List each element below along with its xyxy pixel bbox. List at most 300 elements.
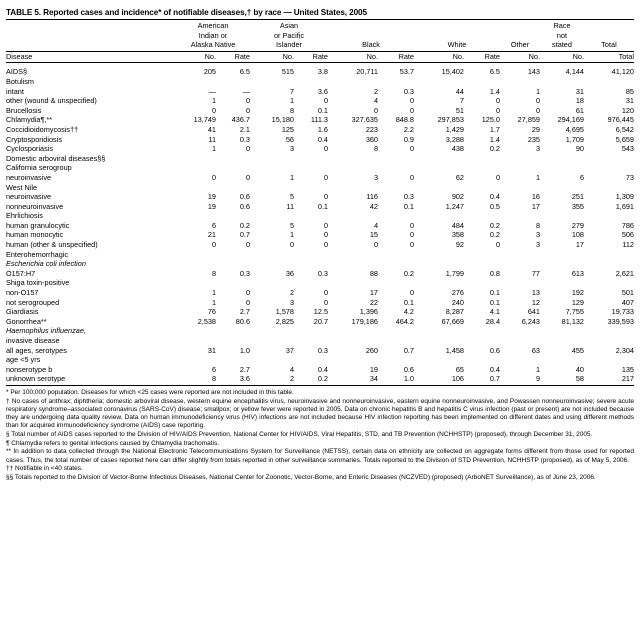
data-cell: 438 xyxy=(451,144,464,154)
data-cell: 2,538 xyxy=(197,316,216,326)
data-cell: 0.8 xyxy=(489,268,500,278)
data-cell: 9 xyxy=(535,374,540,384)
data-cell: 3.6 xyxy=(239,374,250,384)
data-cell xyxy=(540,77,584,87)
data-cell xyxy=(414,77,464,87)
data-cell: 2 xyxy=(289,288,294,298)
data-cell: 0.1 xyxy=(403,297,414,307)
footnote: ** In addition to data collected through the National Electronic Telecommunications System for Surveillance (NETSS), certain data on ethnicity are collected on aggregate forms different from those used for reported cases. Thus, the total number of cases reported here can differ slightly from totals reported in other surveillance summaries. Totals reported to the Division of STD Prevention, NCHHSTP (proposed), as of May 5, 2006. xyxy=(6,448,634,464)
data-cell xyxy=(464,211,500,221)
data-cell: 484 xyxy=(451,220,464,230)
group-header-total: Total xyxy=(601,40,617,50)
data-cell xyxy=(294,336,328,346)
data-cell: 1,709 xyxy=(565,134,584,144)
data-cell: 42 xyxy=(369,201,378,211)
data-cell xyxy=(176,183,216,193)
data-cell: 1 xyxy=(535,86,540,96)
data-cell xyxy=(500,326,540,336)
data-cell xyxy=(328,183,378,193)
data-cell xyxy=(176,326,216,336)
data-cell: 2 xyxy=(373,86,378,96)
data-cell xyxy=(216,163,250,173)
data-cell xyxy=(584,250,634,260)
data-cell xyxy=(216,278,250,288)
table-row xyxy=(6,298,634,308)
data-cell: 0 xyxy=(323,288,328,298)
data-cell: 41 xyxy=(207,124,216,134)
footnotes xyxy=(6,389,634,482)
data-cell xyxy=(216,77,250,87)
data-cell: 7,755 xyxy=(565,307,584,317)
data-cell xyxy=(414,163,464,173)
data-cell: 31 xyxy=(575,86,584,96)
data-cell xyxy=(500,154,540,164)
data-cell xyxy=(378,250,414,260)
data-cell: 8 xyxy=(211,268,216,278)
data-cell: 19 xyxy=(207,201,216,211)
table-row xyxy=(6,163,634,173)
data-cell: 0 xyxy=(535,105,540,115)
data-cell: 92 xyxy=(455,240,464,250)
data-cell: 1.4 xyxy=(489,86,500,96)
data-cell xyxy=(328,250,378,260)
data-cell xyxy=(464,77,500,87)
data-cell xyxy=(500,77,540,87)
data-cell: 4,144 xyxy=(565,67,584,77)
data-cell: 0 xyxy=(211,240,216,250)
data-cell: 0 xyxy=(409,230,414,240)
group-header-black: Black xyxy=(362,40,380,50)
data-cell: 8,287 xyxy=(445,307,464,317)
data-cell: 4,695 xyxy=(565,124,584,134)
data-cell xyxy=(176,259,216,269)
data-cell xyxy=(464,278,500,288)
data-cell: 0.3 xyxy=(403,86,414,96)
data-cell xyxy=(414,336,464,346)
table-row xyxy=(6,135,634,145)
data-cell: 8 xyxy=(373,144,378,154)
data-cell: 0.4 xyxy=(317,134,328,144)
data-cell: 276 xyxy=(451,288,464,298)
data-cell: 0.7 xyxy=(239,230,250,240)
data-cell: 355 xyxy=(571,201,584,211)
column-header-row xyxy=(6,51,634,61)
data-cell: 2,825 xyxy=(275,316,294,326)
group-header-row-3 xyxy=(6,40,634,50)
data-cell: — xyxy=(208,86,216,96)
data-cell xyxy=(500,355,540,365)
disease-name: Chlamydia¶,** xyxy=(6,115,53,125)
data-cell: 6 xyxy=(579,172,584,182)
data-cell xyxy=(414,250,464,260)
data-cell: 1.0 xyxy=(403,374,414,384)
data-cell: 17 xyxy=(531,201,540,211)
page-title: TABLE 5. Reported cases and incidence* of notifiable diseases,† by race — United States, 2005 xyxy=(6,8,367,17)
data-cell: 0 xyxy=(245,105,250,115)
table-row xyxy=(6,346,634,356)
data-cell: 0.6 xyxy=(239,201,250,211)
data-cell: 19,733 xyxy=(611,307,634,317)
data-cell: 6.5 xyxy=(239,67,250,77)
disease-name: Shiga toxin-positive xyxy=(6,278,70,288)
data-cell: 106 xyxy=(451,374,464,384)
col-api-no: No. xyxy=(282,51,294,61)
data-cell: 360 xyxy=(365,134,378,144)
data-cell: 0 xyxy=(323,144,328,154)
data-cell: 0 xyxy=(323,172,328,182)
disease-name: Cryptosporidiosis xyxy=(6,134,62,144)
data-cell: 58 xyxy=(575,374,584,384)
data-cell: 3 xyxy=(289,144,294,154)
data-cell: — xyxy=(242,86,250,96)
data-cell xyxy=(328,278,378,288)
table-row xyxy=(6,374,634,384)
data-cell: 0.5 xyxy=(489,201,500,211)
data-cell: 3.6 xyxy=(317,86,328,96)
data-cell: 3 xyxy=(373,172,378,182)
data-cell: 0.3 xyxy=(239,134,250,144)
data-cell xyxy=(500,183,540,193)
table-row xyxy=(6,317,634,327)
data-cell xyxy=(540,355,584,365)
data-cell xyxy=(378,336,414,346)
data-cell: 108 xyxy=(571,230,584,240)
group-header-aian-line2: Indian or xyxy=(198,30,228,40)
data-cell xyxy=(378,326,414,336)
data-cell xyxy=(328,336,378,346)
data-cell: 192 xyxy=(571,288,584,298)
data-cell: 294,169 xyxy=(557,115,584,125)
group-header-other: Other xyxy=(510,40,530,50)
data-cell: 4 xyxy=(373,220,378,230)
table-row xyxy=(6,288,634,298)
data-cell: 217 xyxy=(621,374,634,384)
data-cell xyxy=(176,355,216,365)
data-cell: 1,578 xyxy=(275,307,294,317)
data-cell: 3 xyxy=(535,230,540,240)
data-cell xyxy=(464,183,500,193)
data-cell xyxy=(216,326,250,336)
data-cell: 61 xyxy=(575,105,584,115)
data-cell xyxy=(464,154,500,164)
data-cell: 8 xyxy=(289,105,294,115)
disease-name: not serogrouped xyxy=(6,297,60,307)
table-row xyxy=(6,154,634,164)
data-cell: 0 xyxy=(245,172,250,182)
data-cell xyxy=(216,183,250,193)
data-cell: 0 xyxy=(211,172,216,182)
data-cell xyxy=(540,326,584,336)
data-cell: 0.1 xyxy=(489,297,500,307)
data-cell xyxy=(216,250,250,260)
data-cell: 22 xyxy=(369,297,378,307)
data-cell xyxy=(464,326,500,336)
data-cell: 51 xyxy=(455,105,464,115)
group-header-racenotstated-line2: not xyxy=(556,30,568,40)
col-total-no: Total xyxy=(618,51,634,61)
disease-name: Coccidioidomycosis†† xyxy=(6,124,79,134)
data-cell xyxy=(328,259,378,269)
data-cell: 0 xyxy=(409,96,414,106)
data-cell: 240 xyxy=(451,297,464,307)
data-cell: 0.2 xyxy=(489,144,500,154)
data-cell xyxy=(176,278,216,288)
data-cell: 641 xyxy=(527,307,540,317)
data-cell xyxy=(414,183,464,193)
data-cell: 436.7 xyxy=(231,115,250,125)
disease-name: age <5 yrs xyxy=(6,355,41,365)
data-cell: 7 xyxy=(459,96,464,106)
data-cell xyxy=(176,77,216,87)
data-cell: 19 xyxy=(207,192,216,202)
data-cell: 143 xyxy=(527,67,540,77)
data-cell: 0 xyxy=(373,240,378,250)
group-header-racenotstated-line3: stated xyxy=(552,40,572,50)
data-cell: 2 xyxy=(289,374,294,384)
data-cell xyxy=(250,183,294,193)
disease-name: O157:H7 xyxy=(6,268,36,278)
data-cell: 8 xyxy=(211,374,216,384)
data-cell xyxy=(250,154,294,164)
data-cell xyxy=(584,278,634,288)
data-cell xyxy=(540,259,584,269)
data-cell: 67,669 xyxy=(441,316,464,326)
data-cell xyxy=(176,336,216,346)
data-cell xyxy=(250,250,294,260)
data-cell: 77 xyxy=(531,268,540,278)
table-row xyxy=(6,326,634,336)
disease-name: human monocytic xyxy=(6,230,64,240)
data-cell: 4.2 xyxy=(403,307,414,317)
data-cell: 0 xyxy=(323,240,328,250)
data-cell: 129 xyxy=(571,297,584,307)
data-cell xyxy=(378,355,414,365)
data-cell: 613 xyxy=(571,268,584,278)
data-cell: 902 xyxy=(451,192,464,202)
table-row xyxy=(6,250,634,260)
data-cell: 0.1 xyxy=(489,288,500,298)
col-racenotstated-no: No. xyxy=(572,51,584,61)
data-cell xyxy=(500,278,540,288)
data-cell: 1.4 xyxy=(489,134,500,144)
data-cell: 20,711 xyxy=(356,67,378,77)
table-row xyxy=(6,125,634,135)
data-cell: 0 xyxy=(323,220,328,230)
data-cell xyxy=(176,154,216,164)
disease-name: Ehrlichiosis xyxy=(6,211,43,221)
data-cell: 0.2 xyxy=(239,220,250,230)
disease-name: invasive disease xyxy=(6,336,60,345)
table-row xyxy=(6,269,634,279)
data-cell: 455 xyxy=(571,345,584,355)
data-cell: 81,132 xyxy=(561,316,584,326)
data-cell: 4.1 xyxy=(489,307,500,317)
data-cell: 786 xyxy=(621,220,634,230)
data-cell: 3 xyxy=(535,144,540,154)
table-row xyxy=(6,230,634,240)
data-cell xyxy=(176,250,216,260)
disease-name: Cyclosporiasis xyxy=(6,144,54,154)
data-cell xyxy=(414,154,464,164)
data-cell: 0.1 xyxy=(317,105,328,115)
disease-name: Escherichia coli infection xyxy=(6,259,86,269)
data-cell: 20.7 xyxy=(313,316,328,326)
table-row xyxy=(6,307,634,317)
footnote: ¶ Chlamydia refers to genital infections caused by Chlamydia trachomatis. xyxy=(6,439,220,447)
data-cell: 0 xyxy=(211,105,216,115)
data-cell xyxy=(328,355,378,365)
data-cell: 63 xyxy=(531,345,540,355)
data-cell: 11 xyxy=(208,134,216,144)
data-cell xyxy=(294,77,328,87)
data-cell: 112 xyxy=(622,240,634,250)
data-cell: 0 xyxy=(289,240,294,250)
data-cell: 0.9 xyxy=(403,134,414,144)
disease-name: unknown serotype xyxy=(6,374,66,384)
data-cell: 0 xyxy=(409,172,414,182)
data-cell: 0.3 xyxy=(403,192,414,202)
data-cell: 1,799 xyxy=(445,268,464,278)
data-cell xyxy=(294,154,328,164)
data-cell xyxy=(250,355,294,365)
disease-name: Giardiasis xyxy=(6,307,39,317)
data-cell: 6,542 xyxy=(615,124,634,134)
data-cell xyxy=(464,250,500,260)
data-cell: 0 xyxy=(409,288,414,298)
data-cell: 6.5 xyxy=(489,67,500,77)
data-cell: 0 xyxy=(495,240,500,250)
data-cell: 15 xyxy=(369,230,378,240)
data-cell: 260 xyxy=(365,345,378,355)
data-cell: 0 xyxy=(495,172,500,182)
data-cell: 37 xyxy=(285,345,294,355)
data-cell xyxy=(414,211,464,221)
data-cell xyxy=(294,163,328,173)
disease-name: Haemophilus influenzae, xyxy=(6,326,86,336)
data-cell: 88 xyxy=(369,268,378,278)
data-cell: 1 xyxy=(289,96,294,106)
data-cell xyxy=(250,278,294,288)
data-cell: 1 xyxy=(289,172,294,182)
data-cell: 11 xyxy=(286,201,294,211)
data-cell xyxy=(294,278,328,288)
data-cell: 0 xyxy=(409,144,414,154)
data-cell: 73 xyxy=(625,172,634,182)
data-cell: 6,243 xyxy=(521,316,540,326)
data-cell: 0.1 xyxy=(317,201,328,211)
data-cell xyxy=(584,77,634,87)
group-header-api-line1: Asian xyxy=(279,21,299,30)
data-cell xyxy=(584,326,634,336)
data-cell xyxy=(464,336,500,346)
data-cell: 0.2 xyxy=(403,268,414,278)
data-cell: 36 xyxy=(285,268,294,278)
data-cell: 0.3 xyxy=(239,268,250,278)
data-cell: 5 xyxy=(289,192,294,202)
group-header-row-1 xyxy=(6,21,634,31)
data-cell xyxy=(378,259,414,269)
data-cell: 0.4 xyxy=(317,364,328,374)
data-cell: 0.4 xyxy=(489,192,500,202)
data-cell: 1,429 xyxy=(445,124,464,134)
data-cell xyxy=(584,355,634,365)
footnote: † No cases of anthrax; diphtheria; domestic arboviral disease, western equine encephalitis virus, neuroinvasive and nonneuroinvasive, eastern equine nonneuroinvasive, and Powassen nonneuroinvasive; severe acute respiratory syndrome–associated coronavirus (SARS-CoV) disease; smallpox; or yellow fever were reported in 2005. Data on chronic hepatitis B and hepatitis C virus infection (past or present) are not included because they are undergoing data quality review. Data on human immunodeficiency virus (HIV) infections are not included because HIV infection reporting has been implemented on different dates and using different methods than for acquired immunodeficiency syndrome (AIDS) case reporting. xyxy=(6,397,634,430)
disease-name: AIDS§ xyxy=(6,67,28,77)
data-cell xyxy=(378,154,414,164)
disease-name: neuroinvasive xyxy=(6,192,52,202)
data-cell xyxy=(250,77,294,87)
data-cell xyxy=(540,211,584,221)
data-cell: 543 xyxy=(621,144,634,154)
group-header-api-line3: Islander xyxy=(276,40,302,50)
table-row xyxy=(6,67,634,77)
data-cell: 1 xyxy=(211,96,216,106)
data-cell: 18 xyxy=(575,96,584,106)
disease-name: Gonorrhea** xyxy=(6,316,47,326)
data-cell: 1,396 xyxy=(359,307,378,317)
data-cell xyxy=(294,183,328,193)
data-cell: 279 xyxy=(571,220,584,230)
group-header-white: White xyxy=(447,40,467,50)
col-white-no: No. xyxy=(452,51,464,61)
data-cell: 0.2 xyxy=(489,230,500,240)
data-cell xyxy=(378,278,414,288)
data-cell xyxy=(250,259,294,269)
table-row xyxy=(6,173,634,183)
data-cell: 0 xyxy=(495,105,500,115)
table-row xyxy=(6,87,634,97)
data-cell xyxy=(584,163,634,173)
data-cell: 1,458 xyxy=(445,345,464,355)
data-cell xyxy=(500,250,540,260)
data-cell xyxy=(584,154,634,164)
table-row xyxy=(6,202,634,212)
data-cell xyxy=(378,77,414,87)
data-cell: 0 xyxy=(409,105,414,115)
data-cell xyxy=(176,211,216,221)
disease-name: nonserotype b xyxy=(6,364,53,374)
data-cell: 6 xyxy=(211,364,216,374)
data-cell: 21 xyxy=(207,230,216,240)
data-cell: 2,621 xyxy=(615,268,634,278)
data-cell: 34 xyxy=(369,374,378,384)
col-white-rate: Rate xyxy=(484,51,500,61)
disease-name: all ages, serotypes xyxy=(6,345,67,355)
group-header-racenotstated-line1: Race xyxy=(553,21,571,30)
group-header-row-2 xyxy=(6,31,634,41)
col-black-no: No. xyxy=(366,51,378,61)
data-cell xyxy=(328,163,378,173)
disease-name: Botulism xyxy=(6,76,34,86)
data-cell: 12 xyxy=(531,297,540,307)
table-body xyxy=(6,67,634,384)
data-cell xyxy=(378,211,414,221)
data-cell: 19 xyxy=(369,364,378,374)
table-row xyxy=(6,192,634,202)
disease-name: Enterohemorrhagic xyxy=(6,249,69,259)
data-cell: 0 xyxy=(323,96,328,106)
data-cell xyxy=(328,77,378,87)
data-cell: 1,691 xyxy=(615,201,634,211)
data-cell: 1 xyxy=(289,230,294,240)
data-cell: 0.1 xyxy=(403,201,414,211)
data-cell: 3 xyxy=(535,240,540,250)
data-cell: 15,402 xyxy=(441,67,464,77)
data-cell: 0 xyxy=(245,240,250,250)
table-row xyxy=(6,365,634,375)
data-cell: 0.2 xyxy=(317,374,328,384)
data-cell xyxy=(584,336,634,346)
